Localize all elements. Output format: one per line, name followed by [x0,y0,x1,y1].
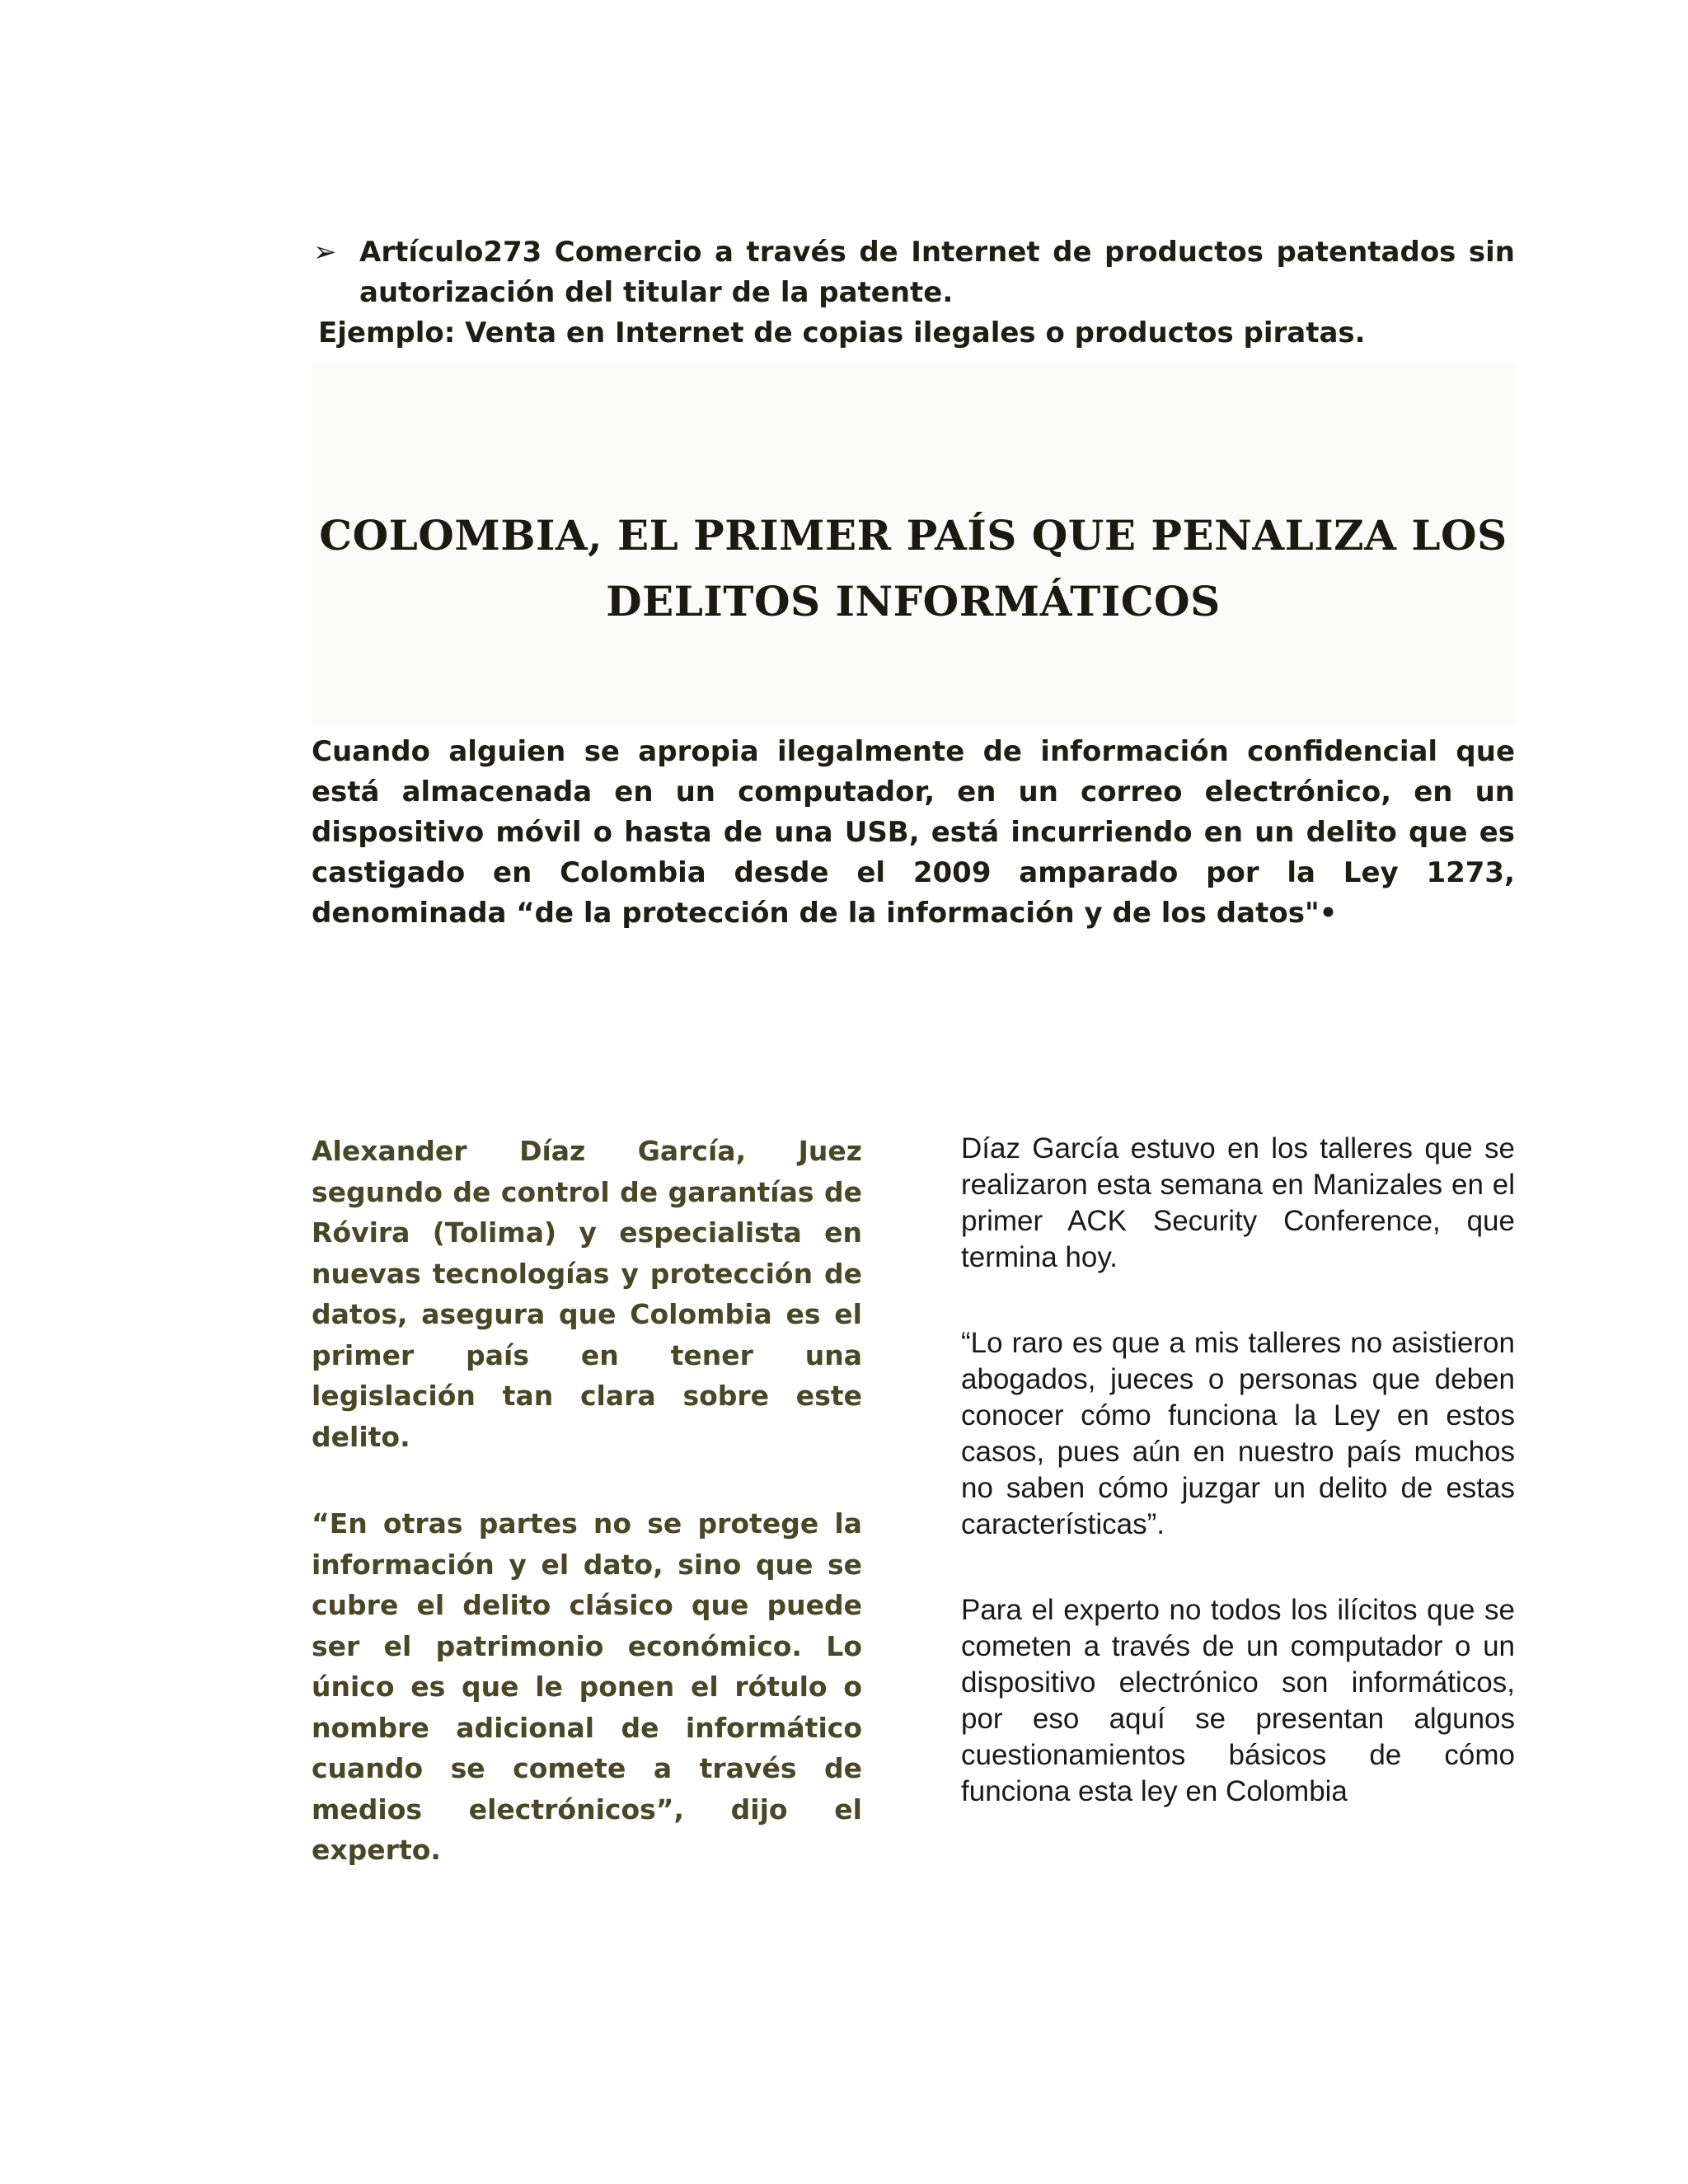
right-paragraph: Para el experto no todos los ilícitos que se cometen a través de un computador o un dispositivo electrónico son informáticos, por eso aquí se presentan algunos cuestionamientos básicos de cómo funciona esta ley en Colombia [961,1594,1515,1807]
left-column [312,1131,862,1917]
check-arrow-icon: ➢ [313,236,337,269]
right-paragraph: Díaz García estuvo en los talleres que se realizaron esta semana en Manizales en el primer ACK Security Conference, que termina hoy. [961,1132,1515,1273]
left-paragraph: Alexander Díaz García, Juez segundo de control de garantías de Róvira (Tolima) y especialista en nuevas tecnologías y protección de datos, asegura que Colombia es el primer país en tener una legislación tan clara sobre este delito. [312,1135,862,1453]
intro-paragraph: Cuando alguien se apropia ilegalmente de información confidencial que está almacenada en un computador, en un correo electrónico, en un dispositivo móvil o hasta de una USB, está incurriendo en un delito que es castigado en Colombia desde el 2009 amparado por la Ley 1273, denominada “de la protección de la información y de los datos"• [312,735,1515,930]
left-paragraph: “En otras partes no se protege la información y el dato, sino que se cubre el delito clásico que puede ser el patrimonio económico. Lo único es que le ponen el rótulo o nombre adicional de informático cuando se comete a través de medios electrónicos”, dijo el experto. [312,1507,862,1866]
right-column [961,1131,1515,1859]
article-bullet-row [312,232,1515,313]
page-title: COLOMBIA, EL PRIMER PAÍS QUE PENALIZA LOS DELITOS INFORMÁTICOS [319,511,1507,626]
article-example: Ejemplo: Venta en Internet de copias ilegales o productos piratas. [318,316,1366,349]
right-paragraph: “Lo raro es que a mis talleres no asistieron abogados, jueces o personas que deben conocer cómo funciona la Ley en estos casos, pues aún en nuestro país muchos no saben cómo juzgar un delito de estas características”. [961,1327,1515,1540]
article-block [312,232,1515,354]
article-heading: Artículo273 Comercio a través de Internet de productos patentados sin autorización del titular de la patente. [359,236,1515,309]
